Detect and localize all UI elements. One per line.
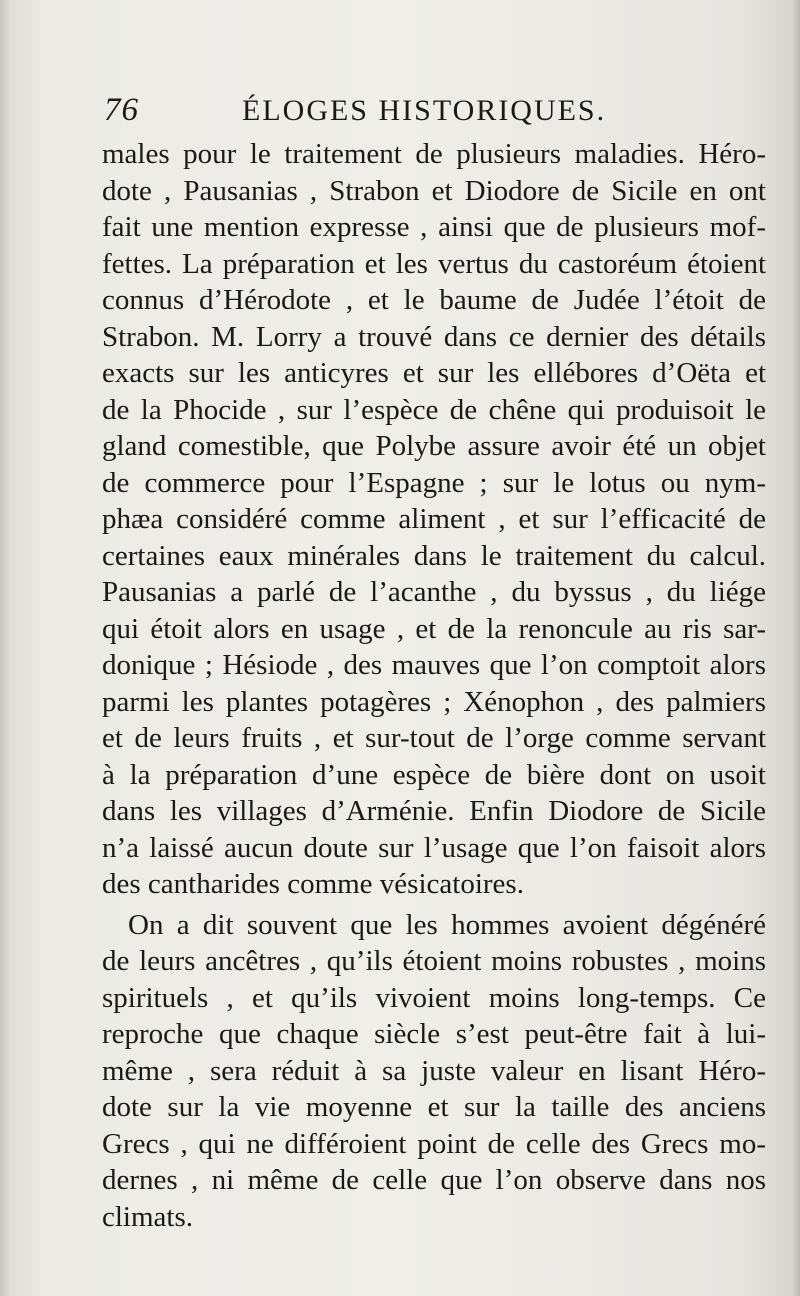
text-line: parmi les plantes potagères ; Xénophon , des palmiers — [102, 685, 766, 718]
text-line: On a dit souvent que les hommes avoient dégénéré — [128, 908, 766, 941]
text-line: dernes , ni même de celle que l’on observe dans nos — [102, 1164, 766, 1196]
text-line: n’a laissé aucun doute sur l’usage que l’on faisoit alors — [102, 831, 766, 864]
page-edge-shadow-right — [792, 0, 800, 1296]
page-number: 76 — [104, 92, 139, 128]
page-edge-shadow-left — [0, 0, 10, 1296]
text-line: de commerce pour l’Espagne ; sur le lotus ou nym- — [102, 466, 766, 499]
text-line: climats. — [102, 1200, 194, 1233]
body-text — [102, 136, 766, 1235]
text-line: Pausanias a parlé de l’acanthe , du byssus , du liége — [102, 576, 766, 608]
text-line: qui étoit alors en usage , et de la renoncule au ris sar- — [102, 612, 766, 645]
text-line: fait une mention expresse , ainsi que de plusieurs mof- — [102, 211, 766, 243]
text-line: phæa considéré comme aliment , et sur l’efficacité de — [102, 503, 766, 535]
running-head — [104, 92, 644, 136]
text-line: Strabon. M. Lorry a trouvé dans ce dernier des détails — [102, 320, 766, 353]
text-line: à la préparation d’une espèce de bière dont on usoit — [102, 758, 766, 791]
text-line: dans les villages d’Arménie. Enfin Diodore de Sicile — [102, 795, 766, 827]
paragraph — [102, 136, 766, 903]
text-line: certaines eaux minérales dans le traitement du calcul. — [102, 539, 766, 572]
text-line: de la Phocide , sur l’espèce de chêne qui produisoit le — [102, 393, 766, 426]
text-line: exacts sur les anticyres et sur les ellébores d’Oëta et — [102, 357, 766, 389]
paragraph — [102, 907, 766, 1236]
text-line: donique ; Hésiode , des mauves que l’on comptoit alors — [102, 649, 766, 681]
text-line: connus d’Hérodote , et le baume de Judée l’étoit de — [102, 284, 766, 316]
text-line: fettes. La préparation et les vertus du castoréum étoient — [102, 247, 766, 280]
text-line: spirituels , et qu’ils vivoient moins long-temps. Ce — [102, 981, 766, 1014]
text-line: males pour le traitement de plusieurs maladies. Héro- — [102, 138, 766, 170]
text-line: reproche que chaque siècle s’est peut-être fait à lui- — [102, 1018, 766, 1050]
text-line: dote , Pausanias , Strabon et Diodore de Sicile en ont — [102, 174, 766, 207]
running-title: ÉLOGES HISTORIQUES. — [242, 94, 607, 127]
text-line: et de leurs fruits , et sur-tout de l’orge comme servant — [102, 722, 766, 754]
text-line: même , sera réduit à sa juste valeur en lisant Héro- — [102, 1054, 766, 1087]
text-line: des cantharides comme vésicatoires. — [102, 868, 524, 900]
text-line: de leurs ancêtres , qu’ils étoient moins robustes , moins — [102, 945, 766, 977]
text-line: dote sur la vie moyenne et sur la taille des anciens — [102, 1091, 766, 1123]
text-line: gland comestible, que Polybe assure avoir été un objet — [102, 430, 766, 462]
text-line: Grecs , qui ne différoient point de celle des Grecs mo- — [102, 1127, 766, 1160]
